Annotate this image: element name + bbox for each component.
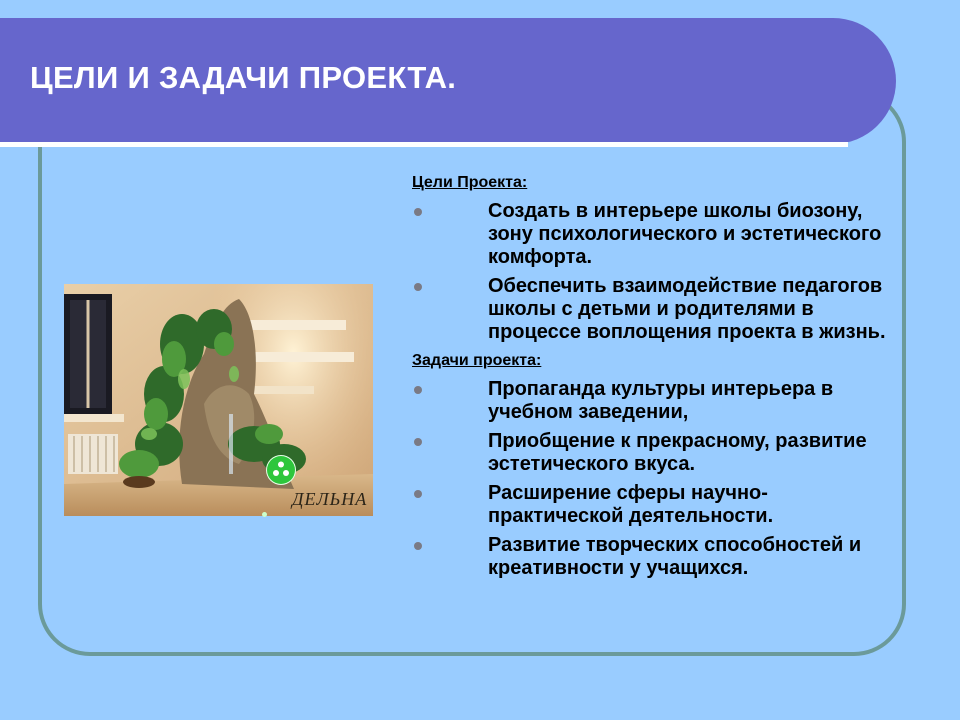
list-item-text: Расширение сферы научно-практической деятельности.: [488, 482, 774, 527]
interior-photo: [64, 284, 373, 516]
tasks-heading-colon: :: [536, 352, 542, 369]
list-item: [412, 378, 898, 424]
list-item: [412, 482, 898, 528]
decorative-dot: [262, 512, 267, 517]
slide-content: [412, 172, 898, 583]
title-underline: [0, 142, 848, 147]
bullet-icon: [414, 386, 422, 394]
list-item-text: Развитие творческих способностей и креативности у учащихся.: [488, 534, 862, 579]
list-item-text: Создать в интерьере школы биозону, зону психологического и эстетического комфорта.: [488, 200, 882, 268]
interior-photo-illustration: [64, 284, 373, 516]
bullet-icon: [414, 438, 422, 446]
recycle-icon: [267, 456, 295, 484]
list-item: [412, 534, 898, 580]
bullet-icon: [414, 208, 422, 216]
goals-list: [412, 200, 898, 344]
bullet-icon: [414, 542, 422, 550]
list-item: [412, 200, 898, 269]
bullet-icon: [414, 283, 422, 291]
list-item-text: Обеспечить взаимодействие педагогов школы с детьми и родителями в процессе воплощения проекта в жизнь.: [488, 275, 886, 343]
list-item: [412, 430, 898, 476]
photo-caption: ДЕЛЬНА: [292, 489, 368, 509]
list-item-text: Пропаганда культуры интерьера в учебном заведении,: [488, 378, 834, 423]
tasks-list: [412, 378, 898, 580]
slide-title: ЦЕЛИ И ЗАДАЧИ ПРОЕКТА.: [30, 60, 457, 95]
list-item: [412, 275, 898, 344]
tasks-heading: [412, 350, 898, 372]
list-item-text: Приобщение к прекрасному, развитие эстетического вкуса.: [488, 430, 867, 475]
tasks-heading-text: Задачи проекта: [412, 352, 536, 369]
bullet-icon: [414, 490, 422, 498]
goals-heading: Цели Проекта:: [412, 174, 528, 191]
